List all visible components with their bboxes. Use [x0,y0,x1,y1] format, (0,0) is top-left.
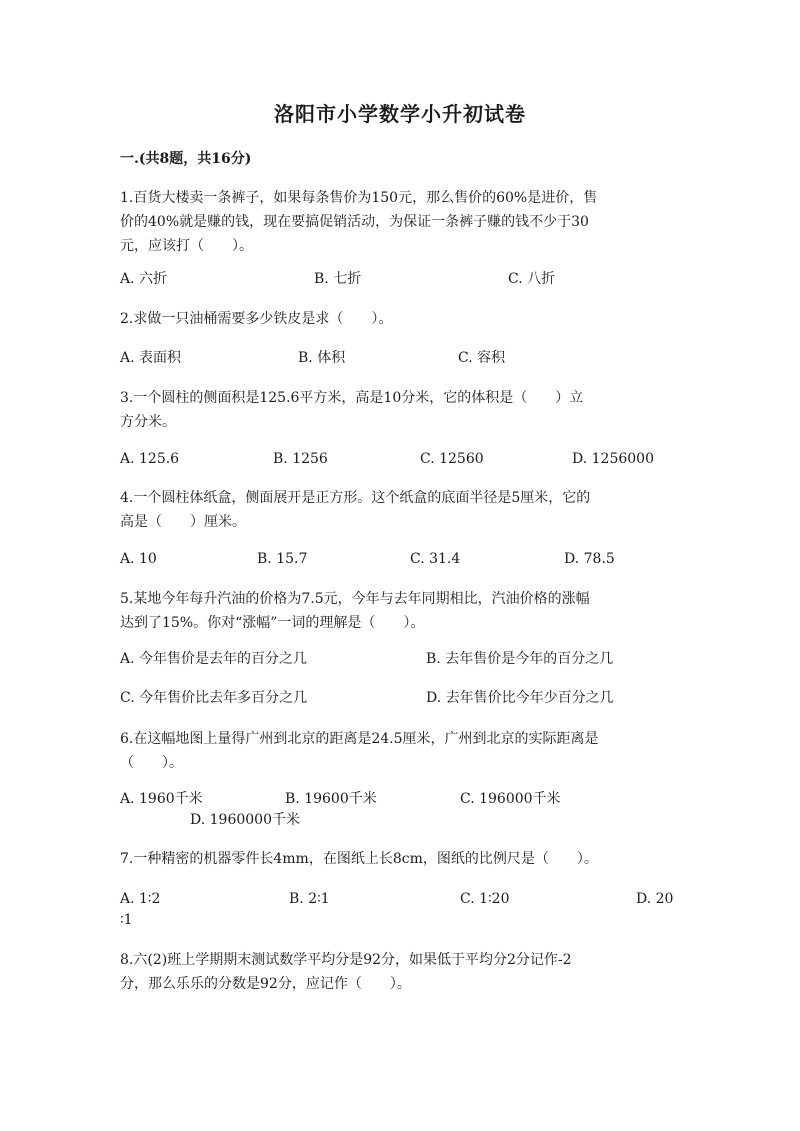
question-7-options [120,888,680,910]
question-1-text [120,186,680,258]
option-a[interactable]: A. 表面积 [120,350,182,366]
question-7-text [120,847,680,871]
option-d[interactable]: D. 20 [636,891,674,907]
question-5-options-row2 [120,687,680,709]
question-line: 高是（ ）厘米。 [120,514,246,530]
question-line: 分，那么乐乐的分数是92分，应记作（ ）。 [120,976,411,992]
option-d[interactable]: D. 1960000千米 [190,812,300,828]
option-c[interactable]: C. 八折 [508,271,556,287]
question-line: 2.求做一只油桶需要多少铁皮是求（ ）。 [120,311,393,327]
question-6-options [120,788,680,810]
option-c[interactable]: C. 196000千米 [460,791,561,807]
option-a[interactable]: A. 六折 [120,271,168,287]
question-line: 6.在这幅地图上量得广州到北京的距离是24.5厘米，广州到北京的实际距离是 [120,731,599,747]
question-line: 方分米。 [120,414,176,430]
option-a[interactable]: A. 1960千米 [120,791,203,807]
question-6-text [120,727,680,775]
option-a[interactable]: A. 今年售价是去年的百分之几 [120,651,308,667]
question-line: 1.百货大楼卖一条裤子，如果每条售价为150元，那么售价的60%是进价，售 [120,190,598,206]
question-line: 8.六(2)班上学期期末测试数学平均分是92分，如果低于平均分2分记作-2 [120,952,572,968]
question-line: 3.一个圆柱的侧面积是125.6平方米，高是10分米，它的体积是（ ）立 [120,390,584,406]
option-c[interactable]: C. 12560 [420,451,484,467]
question-line: 元，应该打（ ）。 [120,238,253,254]
question-line: 7.一种精密的机器零件长4mm，在图纸上长8cm，图纸的比例尺是（ ）。 [120,851,598,867]
question-4-options [120,548,680,570]
question-3-text [120,386,680,434]
question-4-text [120,486,680,534]
question-1-options [120,268,680,290]
question-5-options-row1 [120,648,680,670]
option-d[interactable]: D. 78.5 [564,551,615,567]
question-line: 5.某地今年每升汽油的价格为7.5元，今年与去年同期相比，汽油价格的涨幅 [120,591,590,607]
option-b[interactable]: B. 去年售价是今年的百分之几 [426,651,614,667]
question-8-text [120,948,680,996]
option-c[interactable]: C. 容积 [458,350,506,366]
option-b[interactable]: B. 七折 [314,271,362,287]
option-a[interactable]: A. 1∶2 [120,891,161,907]
question-3-options [120,448,680,470]
section-heading: 一.(共8题，共16分) [120,151,252,167]
option-c[interactable]: C. 1∶20 [460,891,510,907]
option-b[interactable]: B. 19600千米 [285,791,377,807]
question-2-options [120,347,680,369]
question-line: 达到了15%。你对“涨幅”一词的理解是（ ）。 [120,615,425,631]
question-line: 4.一个圆柱体纸盒，侧面展开是正方形。这个纸盒的底面半径是5厘米，它的 [120,490,591,506]
option-d[interactable]: D. 1256000 [572,451,654,467]
option-b[interactable]: B. 1256 [273,451,328,467]
page-title: 洛阳市小学数学小升初试卷 [274,102,526,126]
question-line: 价的40%就是赚的钱，现在要搞促销活动，为保证一条裤子赚的钱不少于30 [120,214,589,230]
option-a[interactable]: A. 10 [120,551,157,567]
question-line: （ ）。 [120,755,183,771]
option-b[interactable]: B. 2∶1 [289,891,330,907]
option-c[interactable]: C. 今年售价比去年多百分之几 [120,690,308,706]
option-a[interactable]: A. 125.6 [120,451,180,467]
option-d-continuation: ∶1 [120,912,133,928]
option-b[interactable]: B. 15.7 [257,551,308,567]
option-b[interactable]: B. 体积 [298,350,346,366]
option-c[interactable]: C. 31.4 [410,551,461,567]
question-2-text [120,307,680,331]
option-d[interactable]: D. 去年售价比今年少百分之几 [426,690,614,706]
question-5-text [120,587,680,635]
